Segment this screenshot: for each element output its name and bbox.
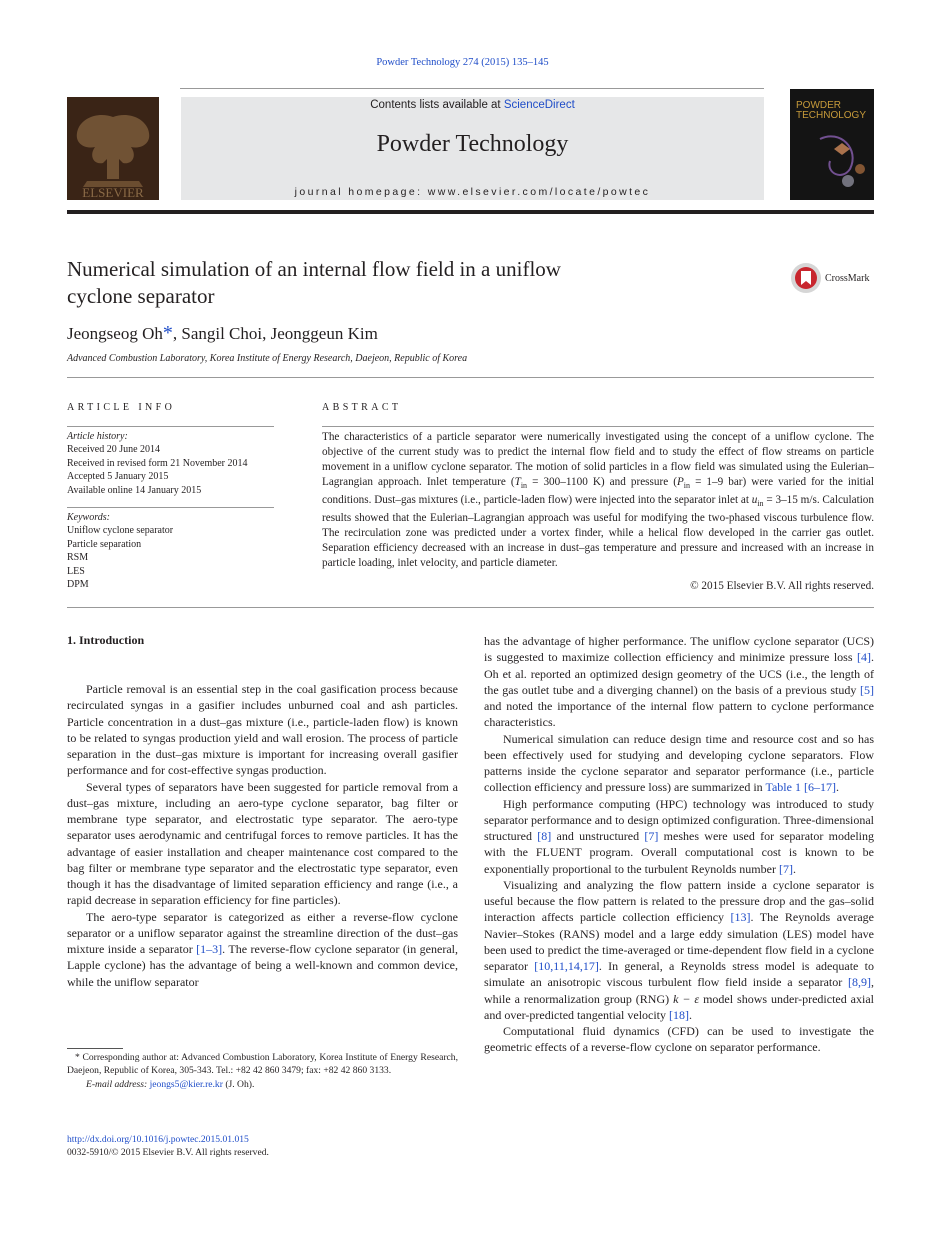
crossmark-label: CrossMark (825, 273, 870, 284)
journal-title: Powder Technology (376, 131, 569, 157)
citation-link[interactable]: [7] (644, 829, 659, 843)
citation-link[interactable]: [18] (669, 1007, 690, 1022)
article-history (67, 430, 274, 497)
citation-link[interactable]: [1–3] (196, 942, 223, 956)
history-received: Received 20 June 2014 (67, 444, 161, 456)
citation-link[interactable]: [10,11,14,17] (534, 959, 599, 973)
paragraph: The aero-type separator is categorized as either a reverse-flow cyclone separator or a uniflow separator against the streamline direction of the dust–gas mixture inside a separator [1–3]. The reverse-flow cyclone separator (in general, Lapple cyclone) has the advantage of being a well-known and common device, while the uniflow separator (67, 909, 458, 989)
author-oh[interactable]: Jeongseog Oh (67, 324, 163, 343)
elsevier-logo[interactable] (67, 97, 159, 200)
history-revised: Received in revised form 21 November 2014 (67, 457, 248, 469)
keywords (67, 511, 274, 591)
footnote: * Corresponding author at: Advanced Combustion Laboratory, Korea Institute of Energy Research, Daejeon, Republic of Korea, 305-343. Tel.: +82 42 860 3479; fax: +82 42 860 3133. E-mail address: jeongs5@kier.re.kr (J. Oh). (67, 1052, 458, 1090)
contents-prefix: Contents lists available at (370, 99, 504, 111)
doi-link[interactable]: http://dx.doi.org/10.1016/j.powtec.2015.01.015 (67, 1134, 249, 1145)
other-authors: , Sangil Choi, Jeonggeun Kim (172, 324, 378, 343)
abstract-rule (322, 426, 874, 427)
footnote-rule (67, 1048, 123, 1049)
elsevier-logo-text: ELSEVIER (82, 185, 144, 200)
journal-reference[interactable]: Powder Technology 274 (2015) 135–145 (376, 57, 549, 68)
keywords-label: Keywords: (67, 512, 110, 523)
header-thick-rule (67, 210, 874, 214)
contents-line (181, 99, 764, 111)
paragraph: Numerical simulation can reduce design time and resource cost and so has been effectively used for studying and developing cyclone separators. Flow patterns inside the cyclone separator and separator performance (i.e., particle collection efficiency and pressure loss) are summarized in Table 1 [6–17]. (484, 731, 874, 795)
table-citation-link[interactable]: Table 1 [6–17] (765, 780, 836, 795)
citation-link[interactable]: [8,9] (848, 975, 871, 990)
citation-link[interactable]: [13] (730, 910, 751, 925)
keyword: Particle separation (67, 538, 142, 550)
email-link[interactable]: jeongs5@kier.re.kr (149, 1078, 223, 1090)
keyword: LES (67, 565, 85, 577)
crossmark-icon (790, 262, 822, 294)
citation-link[interactable]: [7] (778, 861, 793, 876)
divider (67, 377, 874, 378)
article-title: Numerical simulation of an internal flow field in a uniflow cyclone separator (67, 257, 561, 308)
citation-link[interactable]: [4] (857, 650, 871, 665)
paragraph: has the advantage of higher performance. The uniflow cyclone separator (UCS) is suggested to maximize collection efficiency and minimize pressure loss [4]. Oh et al. reported an optimized design geometry of the UCS (i.e., the length of the gas outlet tube and a diverging channel) on the basis of a previous study [5] and noted the importance of the internal flow pattern to cyclone performance characteristics. (484, 634, 874, 730)
header-top-rule (180, 88, 764, 89)
history-accepted: Accepted 5 January 2015 (67, 471, 169, 483)
citation-link[interactable]: [8] (537, 829, 552, 843)
paragraph: Computational fluid dynamics (CFD) can be used to investigate the geometric effects of a reverse-flow cyclone on separator performance. (484, 1024, 874, 1055)
paragraph: Visualizing and analyzing the flow pattern inside a cyclone separator is useful because the flow pattern is related to the pressure drop and the gas–solid interaction affects particle collection efficiency [13]. The Reynolds average Navier–Stokes (RANS) model and a large eddy simulation (LES) model have been used to predict the time-averaged or time-dependent flow field in a cyclone separator [10,11,14,17]. In general, a Reynolds stress model is adequate to simulate an anisotropic viscous turbulent flow field inside a separator [8,9], while a renormalization group (RNG) k − ε model shows under-predicted axial and over-predicted tangential velocity [18]. (484, 877, 875, 1022)
journal-cover[interactable] (790, 89, 874, 200)
keyword: RSM (67, 552, 89, 564)
email-label: E-mail address: (86, 1078, 150, 1090)
paragraph: Particle removal is an essential step in the coal gasification process because recirculated syngas in a gasifier includes unburned coal and ash particles. Particle concentration in a dust–gas mixture (i.e., particle-laden flow) is known to be related to syngas production yield and wall erosion. The process of particle separation in the dust–gas mixture is important for increasing overall gasifier performance and for cost-effective syngas production. (67, 682, 458, 778)
abstract-heading: ABSTRACT (322, 402, 402, 413)
divider (67, 607, 874, 608)
authors (67, 322, 378, 345)
crossmark-badge[interactable] (790, 262, 880, 296)
history-online: Available online 14 January 2015 (67, 484, 202, 496)
paragraph: Several types of separators have been suggested for particle removal from a dust–gas mixture, including an aero-type cyclone separator, bag filter or membrane type separator, and electrostatic type separator. The aero-type separator uses aerodynamic and centrifugal forces to remove particles. It has the advantage of easier installation and cheaper maintenance cost compared to the bag filter or membrane type separator and the electrostatic type separator, even though it has the disadvantage of limited separation efficiency and range (i.e., a rapid decrease in separation efficiency for fine particles). (67, 779, 458, 908)
article-info-heading: ARTICLE INFO (67, 402, 176, 413)
citation-link[interactable]: [5] (860, 682, 874, 697)
info-rule (67, 507, 274, 508)
bottom-info (67, 1133, 269, 1160)
cover-title: POWDER TECHNOLOGY (796, 100, 867, 121)
abstract-copyright: © 2015 Elsevier B.V. All rights reserved. (690, 580, 874, 592)
keyword: DPM (67, 579, 89, 591)
sciencedirect-link[interactable]: ScienceDirect (503, 99, 575, 111)
info-rule (67, 426, 274, 427)
introduction-heading: 1. Introduction (67, 633, 145, 647)
affiliation: Advanced Combustion Laboratory, Korea Institute of Energy Research, Daejeon, Republic of Korea (67, 353, 468, 364)
body-left-column (67, 681, 458, 990)
journal-homepage[interactable]: journal homepage: www.elsevier.com/locate/powtec (294, 186, 651, 198)
issn: 0032-5910/© 2015 Elsevier B.V. All rights reserved. (67, 1147, 269, 1159)
history-label: Article history: (67, 431, 128, 442)
corresponding-author-note: Corresponding author at: Advanced Combustion Laboratory, Korea Institute of Energy Research, Daejeon, Republic of Korea, 305-343. Tel.: +82 42 860 3479; fax: +82 42 860 3133. (67, 1052, 458, 1077)
keyword: Uniflow cyclone separator (67, 525, 174, 537)
footnote-mark: * (75, 1052, 80, 1063)
corresponding-author-mark[interactable]: * (162, 322, 173, 344)
body-right-column (484, 633, 874, 1056)
abstract-text: The characteristics of a particle separator were numerically investigated using the concept of a uniflow cyclone. The objective of the current study was to predict the internal flow field and to study the effect of flow streams on particle movement in a uniflow cyclone separator. The motion of solid particles in a flow field was simulated using the Eulerian–Lagrangian approach. Inlet temperature ($T_{in} = 300-1100$ K) and pressure ($P_{in} = 1-9$ bar) were varied for the initial conditions. Dust–gas mixtures (i.e., particle-laden flow) were injected into the separator inlet at $u_{in} = 3-15$ m/s. Calculation results showed that the Eulerian–Lagrangian approach was useful for modifying the two-phased viscous turbulence flow. The recirculation zone was predicted under a vortex finder, while a helical flow developed in the carrier gas outlet. Separation efficiency decreased with an increase in dust–gas temperature and pressure and increased with an increase in particle loading, inlet velocity, and particle diameter. (322, 431, 874, 570)
paragraph: High performance computing (HPC) technology was introduced to study separator performance and to design optimized configuration. Three-dimensional structured [8] and unstructured [7] meshes were used for separator modeling with the FLUENT program. Overall computational cost is known to be exponentially proportional to the turbulent Reynolds number [7]. (484, 796, 874, 876)
